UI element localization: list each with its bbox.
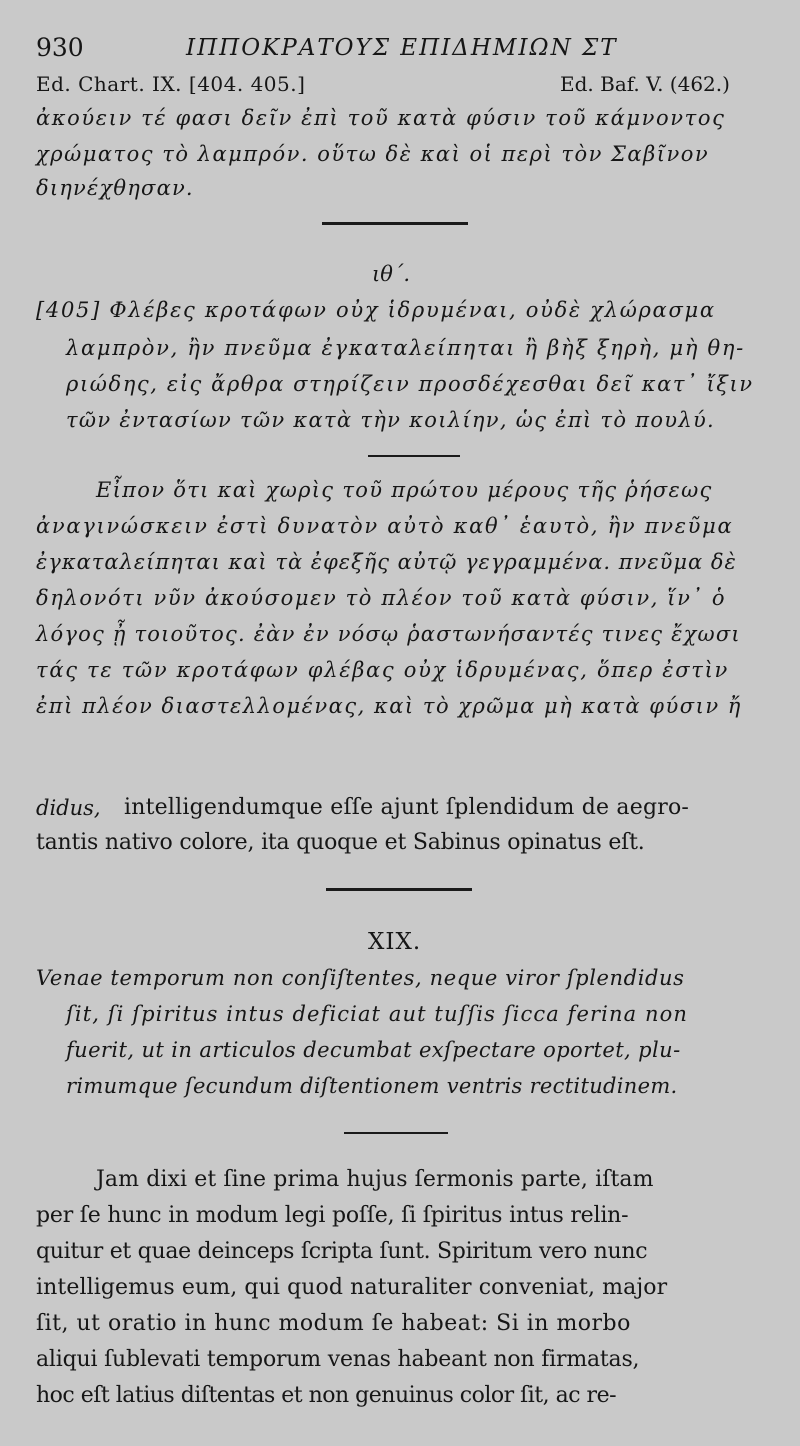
edition-line: [0, 66, 800, 102]
text-line: τῶν ἐντασίων τῶν κατὰ τὴν κοιλίην, ὡς ἐπὶ τὸ πουλύ.: [66, 408, 716, 432]
section-rule: [344, 1132, 448, 1134]
text-line: ριώδης, εἰς ἄρθρα στηρίζειν προσδέχεσθαι δεῖ κατ᾽ ἴξιν: [66, 372, 754, 396]
text-fragment: didus,: [36, 796, 101, 820]
latin-section-number: XIX.: [368, 929, 422, 955]
text-line: λαμπρὸν, ἢν πνεῦμα ἐγκαταλείπηται ἢ βὴξ ξηρὴ, μὴ θη-: [66, 336, 745, 360]
text-line: fuerit, ut in articulos decumbat exſpectare oportet, plu-: [66, 1038, 681, 1062]
latin-section-heading-line: [0, 924, 800, 960]
text-line: hoc eſt latius diſtentas et non genuinus color ſit, ac re-: [36, 1383, 617, 1408]
text-line: ἐπὶ πλέον διαστελλομένας, καὶ τὸ χρῶμα μὴ κατὰ φύσιν ἤ: [36, 694, 742, 718]
header-line: [0, 30, 800, 66]
text-line: Venae temporum non conſiſtentes, neque viror ſplendidus: [36, 966, 685, 990]
greek-section-heading-line: [0, 256, 800, 292]
section-rule: [326, 888, 472, 891]
running-title: ΙΠΠΟΚΡΑΤΟΥΣ ΕΠΙΔΗΜΙΩΝ ΣΤ: [186, 35, 618, 61]
text-line: τάς τε τῶν κροτάφων φλέβας οὐχ ἱδρυμένας, ὅπερ ἐστὶν: [36, 658, 729, 682]
text-line: intelligemus eum, qui quod naturaliter conveniat, major: [36, 1275, 668, 1300]
text-line: aliqui ſublevati temporum venas habeant non firmatas,: [36, 1347, 640, 1372]
text-line: ἀναγινώσκειν ἐστὶ δυνατὸν αὐτὸ καθ᾽ ἑαυτὸ, ἢν πνεῦμα: [36, 514, 734, 538]
text-line: διηνέχθησαν.: [36, 176, 194, 200]
text-line: ſit, ſi ſpiritus intus deficiat aut tuſſis ſicca ferina non: [66, 1002, 688, 1026]
text-line: intelligendumque eſſe ajunt ſplendidum de aegro-: [124, 795, 690, 820]
text-line: ἀκούειν τέ φασι δεῖν ἐπὶ τοῦ κατὰ φύσιν τοῦ κάμνοντος: [36, 106, 726, 130]
text-line: per ſe hunc in modum legi poſſe, ſi ſpiritus intus relin-: [36, 1203, 629, 1228]
text-line: Εἶπον ὅτι καὶ χωρὶς τοῦ πρώτου μέρους τῆς ῥήσεως: [96, 478, 713, 502]
text-line: λόγος ᾖ τοιοῦτος. ἐὰν ἐν νόσῳ ῥαστωνήσαντές τινες ἔχωσι: [36, 622, 741, 646]
text-line: rimumque ſecundum diſtentionem ventris rectitudinem.: [66, 1074, 678, 1098]
text-line: δηλονότι νῦν ἀκούσομεν τὸ πλέον τοῦ κατὰ φύσιν, ἵν᾽ ὁ: [36, 586, 727, 610]
text-line: χρώματος τὸ λαμπρόν. οὕτω δὲ καὶ οἱ περὶ τὸν Σαβῖνον: [36, 142, 710, 166]
section-rule: [322, 222, 468, 225]
text-line: Jam dixi et ſine prima hujus ſermonis parte, iſtam: [96, 1167, 654, 1192]
text-line: tantis nativo colore, ita quoque et Sabinus opinatus eſt.: [36, 830, 645, 855]
section-rule: [368, 455, 460, 457]
text-line: [405] Φλέβες κροτάφων οὐχ ἱδρυμέναι, οὐδὲ χλώρασμα: [36, 298, 716, 322]
edition-basel: Ed. Baf. V. (462.): [560, 72, 730, 96]
text-line: quitur et quae deinceps ſcripta ſunt. Spiritum vero nunc: [36, 1239, 648, 1264]
text-line: ἐγκαταλείπηται καὶ τὰ ἐφεξῆς αὐτῷ γεγραμμένα. πνεῦμα δὲ: [36, 550, 737, 574]
edition-chartier: Ed. Chart. IX. [404. 405.]: [36, 72, 306, 96]
text-line: ſit, ut oratio in hunc modum ſe habeat: Si in morbo: [36, 1311, 631, 1336]
page-number: 930: [36, 33, 84, 62]
greek-section-number: ιθ΄.: [372, 262, 411, 286]
